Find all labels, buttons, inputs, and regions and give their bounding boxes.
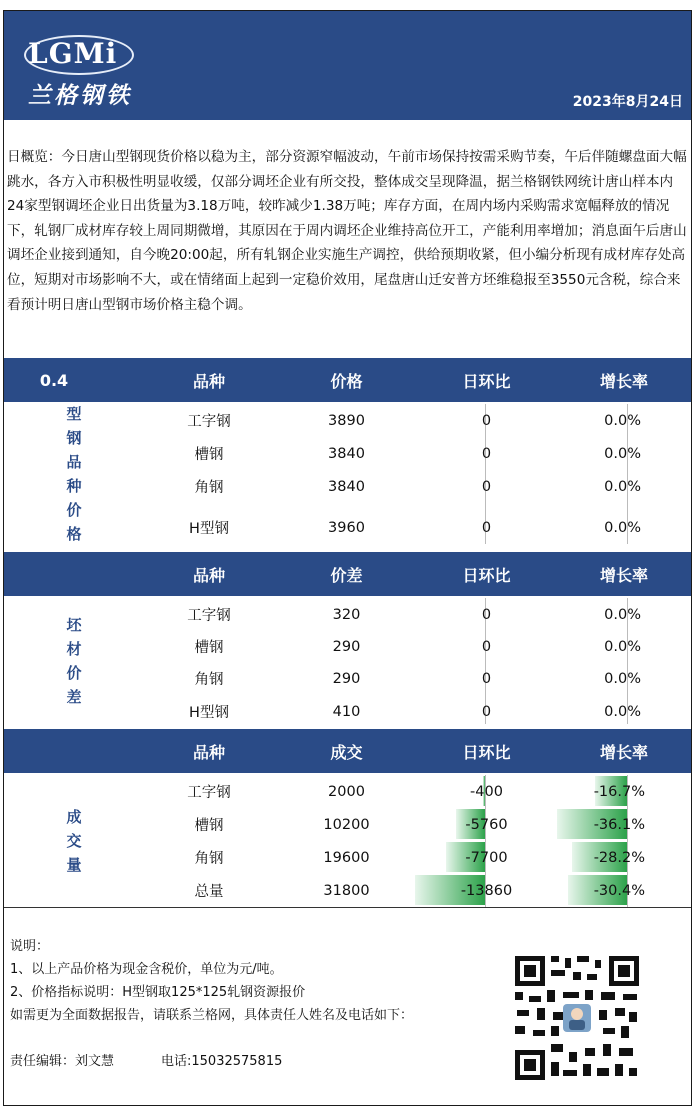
col-header-spread: 价差	[330, 565, 363, 585]
col-header-daily-change: 日环比	[462, 371, 511, 391]
volume-table-header	[4, 729, 691, 773]
section-label-volume: 成 交 量	[66, 808, 82, 874]
logo-chinese: 兰格钢铁	[28, 82, 132, 109]
section-label-price: 型 钢 品 种 价 格	[66, 405, 82, 543]
section-label-spread: 坯 材 价 差	[66, 616, 82, 706]
corner-value: 0.4	[39, 370, 69, 390]
col-header-daily-change: 日环比	[462, 565, 511, 585]
col-header-variety: 品种	[192, 371, 225, 391]
col-header-price: 价格	[330, 371, 363, 391]
contact-phone: 电话:15032575815	[161, 1054, 283, 1069]
col-header-growth: 增长率	[599, 565, 648, 585]
qr-code-icon	[511, 952, 643, 1084]
col-header-volume: 成交	[330, 742, 363, 762]
spread-table-header	[4, 552, 691, 596]
col-header-daily-change: 日环比	[462, 742, 511, 762]
col-header-variety: 品种	[192, 742, 225, 762]
notes-line-3: 如需更为全面数据报告，请联系兰格网，具体责任人姓名及电话如下：	[10, 1008, 414, 1023]
col-header-growth: 增长率	[599, 371, 648, 391]
col-header-variety: 品种	[192, 565, 225, 585]
report-frame: LGMi 兰格钢铁 2023年8月24日 日概览：今日唐山型钢现货价格以稳为主，部分资源窄幅波动，午前市场保持按需采购节奏，午后伴随螺盘面大幅跳水，各方入市积极性明显收缓，仅部分调坯企业有所交投，整体成交呈现降温，据兰格钢铁网统计唐山样本内24家型钢调坯企业日出货量为3.18万吨，较昨减少1.38万吨；库存方面，在周内场内采购需求宽幅释放的情况下，轧钢厂成材库存较上周同期微增，其原因在于周内调坯企业维持高位开工，产能利用率增加；消息面午后唐山调坯企业接到通知，自今晚20:00起，所有轧钢企业实施生产调控，供给预期收紧，但小编分析现有成材库存处高位，短期对市场影响不大，或在情绪面上起到一定稳价效用，尾盘唐山迁安普方坯维稳报至3550元含税，综合来看预计明日唐山型钢市场价格主稳个调。 0.4 品种 价格 日环比 增长率 型 钢 品 种 价 格 工字钢 3890 0 0.0% 槽钢 3840 0 0.0% 角钢 3840 0 0.0% H型钢 3960 0 0.0% 品种 价差 日环比 增长率 坯 材 价 差 工字钢 320 0 0.0% 槽钢 290 0 0.0% 角钢 290 0 0.0% H型钢 410 0 0.0% 品种 成交 日环比 增长率 成 交 量 工字钢 2000 -400 -16.7% 槽钢 10200 -5760 -36.1% 角钢 19600 -7700 -28.2% 总量 31800 -13860 -30.4% 说明： 1、以上产品价格为现金含税价，单位为元/吨。 2、价格指标说明：H型钢取125*125轧钢资源报价 如需更为全面数据报告，请联系兰格网，具体责任人姓名及电话如下： 责任编辑：刘文慧 电话:15032575815	[3, 10, 692, 1106]
notes-title: 说明：	[10, 939, 50, 954]
divider	[4, 907, 691, 908]
logo-text: LGMi	[28, 37, 118, 70]
col-header-growth: 增长率	[599, 742, 648, 762]
notes-line-1: 1、以上产品价格为现金含税价，单位为元/吨。	[10, 962, 283, 977]
editor-name: 责任编辑：刘文慧	[10, 1054, 115, 1069]
report-date: 2023年8月24日	[572, 94, 683, 110]
daily-summary: 日概览：今日唐山型钢现货价格以稳为主，部分资源窄幅波动，午前市场保持按需采购节奏，午后伴随螺盘面大幅跳水，各方入市积极性明显收缓，仅部分调坯企业有所交投，整体成交呈现降温，据兰格钢铁网统计唐山样本内24家型钢调坯企业日出货量为3.18万吨，较昨减少1.38万吨；库存方面，在周内场内采购需求宽幅释放的情况下，轧钢厂成材库存较上周同期微增，其原因在于周内调坯企业维持高位开工，产能利用率增加；消息面午后唐山调坯企业接到通知，自今晚20:00起，所有轧钢企业实施生产调控，供给预期收紧，但小编分析现有成材库存处高位，短期对市场影响不大，或在情绪面上起到一定稳价效用，尾盘唐山迁安普方坯维稳报至3550元含税，综合来看预计明日唐山型钢市场价格主稳个调。	[7, 149, 687, 313]
notes-line-2: 2、价格指标说明：H型钢取125*125轧钢资源报价	[10, 985, 306, 1000]
header-banner	[4, 11, 691, 120]
price-table-header	[4, 358, 691, 402]
